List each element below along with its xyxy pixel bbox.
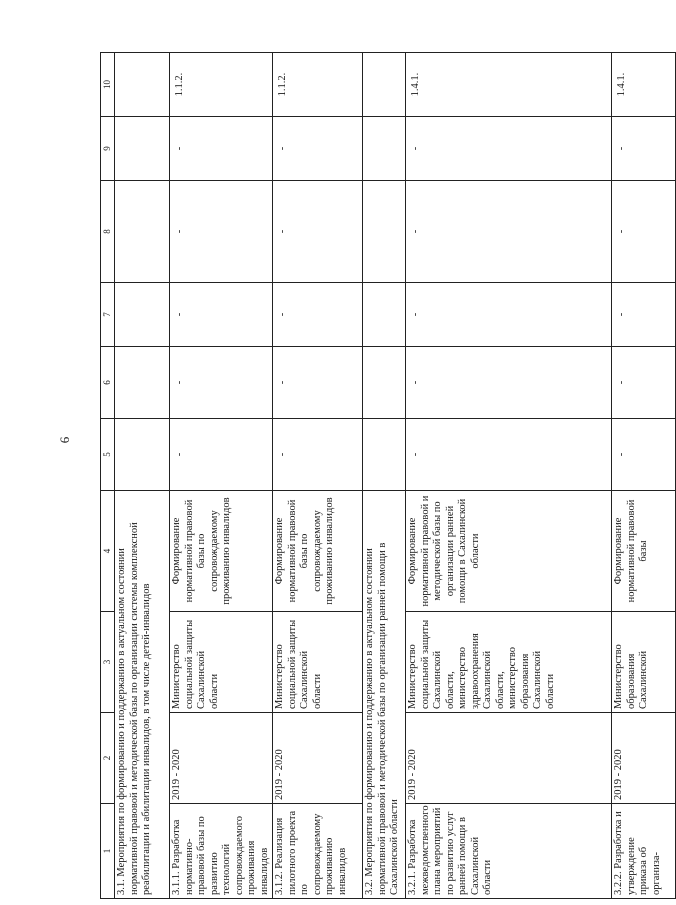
value-cell: - — [612, 419, 676, 491]
empty-cell — [363, 181, 406, 283]
value-cell: - — [406, 283, 612, 347]
section-heading-row — [115, 53, 170, 899]
empty-cell — [363, 117, 406, 181]
value-cell: - — [406, 347, 612, 419]
column-number: 4 — [101, 491, 115, 612]
expected-result: Формирование нормативной правовой базы по сопровождаемому проживанию инвалидов — [273, 491, 363, 612]
period: 2019 - 2020 — [273, 713, 363, 804]
column-number: 1 — [101, 804, 115, 899]
column-number: 9 — [101, 117, 115, 181]
value-cell: - — [406, 181, 612, 283]
expected-result: Формирование нормативной правовой базы по сопровождаемому проживанию инвалидов — [170, 491, 273, 612]
indicator-ref: 1.4.1. — [406, 53, 612, 117]
column-number: 7 — [101, 283, 115, 347]
value-cell: - — [170, 419, 273, 491]
responsible: Министерство социальной защиты Сахалинской области — [170, 612, 273, 713]
value-cell: - — [406, 419, 612, 491]
page-number: 6 — [57, 436, 72, 444]
empty-cell — [363, 419, 406, 491]
value-cell: - — [612, 347, 676, 419]
value-cell: - — [170, 117, 273, 181]
value-cell: - — [273, 181, 363, 283]
value-cell: - — [273, 283, 363, 347]
table-row — [170, 53, 273, 899]
indicator-ref: 1.4.1. — [612, 53, 676, 117]
value-cell: - — [612, 181, 676, 283]
table-row — [273, 53, 363, 899]
measure-name: 3.1.1. Разработка нормативно-правовой базы по развитию технологий сопровождаемого проживания инвалидов — [170, 804, 273, 899]
column-number: 3 — [101, 612, 115, 713]
value-cell: - — [612, 283, 676, 347]
empty-cell — [363, 283, 406, 347]
section-heading-row — [363, 53, 406, 899]
table-row — [406, 53, 612, 899]
value-cell: - — [273, 117, 363, 181]
section-3-1-title: 3.1. Мероприятия по формированию и поддержанию в актуальном состоянии нормативной правовой и методической базы по организации системы комплексной реабилитации и абилитации инвалидов, в том числе детей-инвалидов — [115, 491, 170, 899]
empty-cell — [115, 181, 170, 283]
responsible: Министерство социальной защиты Сахалинской области, министерство здравоохранения Сахалинской области, министерство образования Сахалинской области — [406, 612, 612, 713]
responsible: Министерство образования Сахалинской — [612, 612, 676, 713]
measure-name: 3.2.2. Разработка и утверждение приказа об организа- — [612, 804, 676, 899]
value-cell: - — [273, 347, 363, 419]
measures-table — [100, 52, 676, 899]
period: 2019 - 2020 — [406, 713, 612, 804]
column-number: 10 — [101, 53, 115, 117]
column-number: 8 — [101, 181, 115, 283]
empty-cell — [363, 53, 406, 117]
value-cell: - — [406, 117, 612, 181]
indicator-ref: 1.1.2. — [170, 53, 273, 117]
value-cell: - — [170, 181, 273, 283]
expected-result: Формирование нормативной правовой базы — [612, 491, 676, 612]
empty-cell — [115, 283, 170, 347]
table-row — [612, 53, 676, 899]
measure-name: 3.1.2. Реализация пилотного проекта по сопровождаемому проживанию инвалидов — [273, 804, 363, 899]
period: 2019 - 2020 — [170, 713, 273, 804]
value-cell: - — [170, 347, 273, 419]
empty-cell — [115, 117, 170, 181]
value-cell: - — [170, 283, 273, 347]
measure-name: 3.2.1. Разработка межведомственного плана мероприятий по развитию услуг ранней помощи в Сахалинской области — [406, 804, 612, 899]
column-number-row — [101, 53, 115, 899]
expected-result: Формирование нормативной правовой и методической базы по организации ранней помощи в Сахалинской области — [406, 491, 612, 612]
empty-cell — [115, 347, 170, 419]
value-cell: - — [612, 117, 676, 181]
empty-cell — [363, 347, 406, 419]
responsible: Министерство социальной защиты Сахалинской области — [273, 612, 363, 713]
empty-cell — [115, 53, 170, 117]
column-number: 2 — [101, 713, 115, 804]
period: 2019 - 2020 — [612, 713, 676, 804]
empty-cell — [115, 419, 170, 491]
column-number: 6 — [101, 347, 115, 419]
section-3-2-title: 3.2. Мероприятия по формированию и поддержанию в актуальном состоянии нормативной правовой и методической базы по организации ранней помощи в Сахалинской области — [363, 491, 406, 899]
indicator-ref: 1.1.2. — [273, 53, 363, 117]
value-cell: - — [273, 419, 363, 491]
column-number: 5 — [101, 419, 115, 491]
